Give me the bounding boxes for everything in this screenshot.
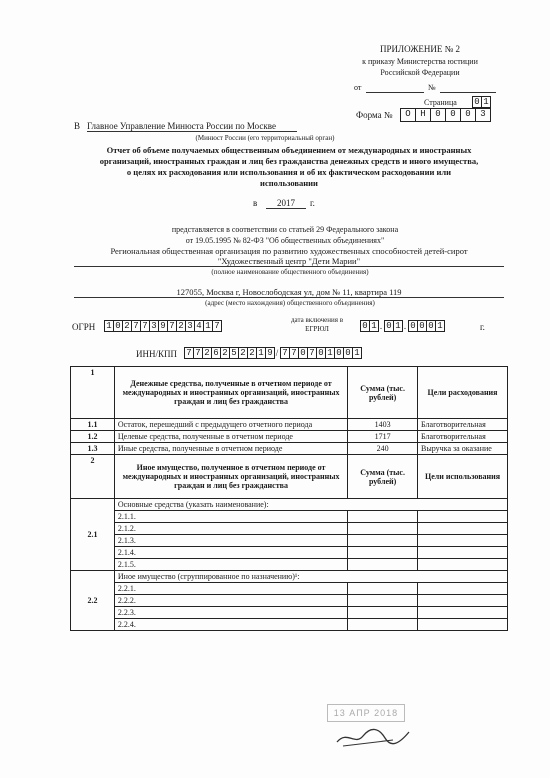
org-name-line-1: Региональная общественная организация по развитию художественных способностей детей-сирот xyxy=(110,246,468,256)
inn-kpp-cells xyxy=(184,347,361,359)
ogrn-digit: 1 xyxy=(104,320,114,332)
row-purpose: Благотворительная xyxy=(418,419,508,431)
legal-line-1: представляется в соответствии со статьей 29 Федерального закона xyxy=(171,225,399,234)
subsection-2-1-title-row xyxy=(71,499,508,511)
table-row xyxy=(71,595,508,607)
kpp-digit: 0 xyxy=(316,347,326,359)
row-sum: 240 xyxy=(348,443,418,455)
date-separator: . xyxy=(403,321,407,331)
row-sum: 1717 xyxy=(348,431,418,443)
date-separator: . xyxy=(379,321,383,331)
table-row xyxy=(71,547,508,559)
ogrn-digit: 7 xyxy=(212,320,222,332)
form-label: Форма № xyxy=(356,110,393,120)
ogrn-digit: 2 xyxy=(176,320,186,332)
item-sum xyxy=(348,583,418,595)
inn-digit: 2 xyxy=(238,347,248,359)
subsection-2-2-title-row xyxy=(71,571,508,583)
table-row xyxy=(71,443,508,455)
section-1-header-row xyxy=(71,367,508,419)
page-digit: 1 xyxy=(481,96,491,108)
item-label: 2.1.1. xyxy=(114,511,347,523)
org-name-line-2: "Художественный центр "Дети Марии" xyxy=(74,256,504,267)
inn-digit: 2 xyxy=(202,347,212,359)
form-code-char: 0 xyxy=(460,108,476,122)
item-label: 2.2.1. xyxy=(114,583,347,595)
table-row xyxy=(71,583,508,595)
item-label: 2.1.4. xyxy=(114,547,347,559)
kpp-digit: 0 xyxy=(298,347,308,359)
item-purpose xyxy=(418,523,508,535)
table-row xyxy=(71,511,508,523)
form-code-char: 3 xyxy=(475,108,491,122)
item-label: 2.1.2. xyxy=(114,523,347,535)
page-digit: 0 xyxy=(472,96,482,108)
from-label: от xyxy=(354,83,362,92)
item-sum xyxy=(348,535,418,547)
kpp-digit: 7 xyxy=(289,347,299,359)
item-label: 2.2.3. xyxy=(114,607,347,619)
subsection-2-1-title: Основные средства (указать наименование): xyxy=(114,499,507,511)
inn-digit: 5 xyxy=(229,347,239,359)
subsection-2-2-title: Иное имущество (сгруппированное по назначению)¹: xyxy=(114,571,507,583)
addressee-prefix: В xyxy=(74,121,81,131)
kpp-digit: 0 xyxy=(343,347,353,359)
date-digit: 1 xyxy=(369,320,379,332)
number-line xyxy=(440,92,496,93)
page-label: Страница xyxy=(424,98,457,107)
ogrn-digit: 7 xyxy=(140,320,150,332)
subsection-2-1-number: 2.1 xyxy=(71,499,115,571)
item-sum xyxy=(348,547,418,559)
item-purpose xyxy=(418,559,508,571)
ogrn-digit: 4 xyxy=(194,320,204,332)
section-1-number: 1 xyxy=(71,367,115,419)
org-address: 127055, Москва г, Новослободская ул, дом № 11, квартира 119 xyxy=(74,287,504,298)
ogrn-digit: 7 xyxy=(167,320,177,332)
date-digit: 0 xyxy=(360,320,370,332)
form-code-char: 0 xyxy=(430,108,446,122)
row-sum: 1403 xyxy=(348,419,418,431)
date-digit: 0 xyxy=(384,320,394,332)
section-1-sum-header: Сумма (тыс. рублей) xyxy=(348,367,418,419)
item-sum xyxy=(348,619,418,631)
item-sum xyxy=(348,511,418,523)
ogrn-digit: 3 xyxy=(185,320,195,332)
ogrn-digit: 3 xyxy=(149,320,159,332)
section-2-sum-header: Сумма (тыс. рублей) xyxy=(348,455,418,499)
item-purpose xyxy=(418,583,508,595)
date-digit: 1 xyxy=(435,320,445,332)
ogrn-cells xyxy=(104,320,221,332)
date-digit: 1 xyxy=(393,320,403,332)
ogrn-digit: 9 xyxy=(158,320,168,332)
inn-digit: 1 xyxy=(256,347,266,359)
inn-kpp-label: ИНН/КПП xyxy=(136,349,178,359)
form-code-char: Н xyxy=(415,108,431,122)
item-purpose xyxy=(418,595,508,607)
table-row xyxy=(71,607,508,619)
ogrn-digit: 7 xyxy=(131,320,141,332)
inn-digit: 9 xyxy=(265,347,275,359)
item-label: 2.1.5. xyxy=(114,559,347,571)
inn-digit: 7 xyxy=(184,347,194,359)
section-2-title: Иное имущество, полученное в отчетном периоде от международных и иностранных организаций, иностранных граждан и лиц без гражданства xyxy=(114,455,347,499)
row-purpose: Выручка за оказание xyxy=(418,443,508,455)
item-label: 2.2.2. xyxy=(114,595,347,607)
item-sum xyxy=(348,523,418,535)
report-table xyxy=(70,366,508,631)
inn-kpp-separator: / xyxy=(275,348,279,358)
addressee-name: Главное Управление Минюста России по Москве xyxy=(87,121,297,132)
table-row xyxy=(71,419,508,431)
ogrn-digit: 1 xyxy=(203,320,213,332)
item-purpose xyxy=(418,535,508,547)
inn-digit: 2 xyxy=(247,347,257,359)
inn-digit: 6 xyxy=(211,347,221,359)
year-suffix: г. xyxy=(310,198,315,208)
legal-line-2: от 19.05.1995 № 82-ФЗ "Об общественных объединениях" xyxy=(185,236,385,245)
table-row xyxy=(71,523,508,535)
received-stamp: 13 АПР 2018 xyxy=(327,704,405,722)
subsection-2-2-number: 2.2 xyxy=(71,571,115,631)
ogrn-label: ОГРН xyxy=(72,322,96,332)
order-line-2: Российской Федерации xyxy=(380,68,460,77)
egrul-date-label-line-1: дата включения в xyxy=(290,316,344,324)
kpp-digit: 7 xyxy=(280,347,290,359)
item-label: 2.2.4. xyxy=(114,619,347,631)
addressee-caption: (Минюст России (его территориальный орган) xyxy=(195,134,335,142)
section-2-header-row xyxy=(71,455,508,499)
table-row xyxy=(71,559,508,571)
from-line xyxy=(366,92,424,93)
title-line-3: о целях их расходования или использования и об их фактическом расходовании или xyxy=(126,167,452,177)
form-code-char: 0 xyxy=(445,108,461,122)
number-label: № xyxy=(428,83,436,92)
inn-digit: 7 xyxy=(193,347,203,359)
inn-digit: 2 xyxy=(220,347,230,359)
table-row xyxy=(71,619,508,631)
item-label: 2.1.3. xyxy=(114,535,347,547)
date-digit: 0 xyxy=(426,320,436,332)
ogrn-digit: 0 xyxy=(113,320,123,332)
row-number: 1.1 xyxy=(71,419,115,431)
item-sum xyxy=(348,607,418,619)
date-suffix: г. xyxy=(480,322,485,332)
form-code-cells xyxy=(400,108,490,122)
item-purpose xyxy=(418,511,508,523)
kpp-digit: 1 xyxy=(325,347,335,359)
row-label: Иные средства, полученные в отчетном периоде xyxy=(114,443,347,455)
ogrn-digit: 2 xyxy=(122,320,132,332)
page-number-cells xyxy=(472,96,490,108)
section-1-title: Денежные средства, полученные в отчетном периоде от международных и иностранных организаций, иностранных граждан и лиц без гражданства xyxy=(114,367,347,419)
year-prefix: в xyxy=(253,198,258,208)
kpp-digit: 0 xyxy=(334,347,344,359)
section-2-purpose-header: Цели использования xyxy=(418,455,508,499)
item-purpose xyxy=(418,607,508,619)
item-sum xyxy=(348,595,418,607)
report-title xyxy=(70,145,508,189)
section-1-purpose-header: Цели расходования xyxy=(418,367,508,419)
date-digit: 0 xyxy=(417,320,427,332)
org-name-caption: (полное наименование общественного объединения) xyxy=(211,268,369,276)
egrul-date-label xyxy=(282,316,352,334)
row-number: 1.2 xyxy=(71,431,115,443)
order-line-1: к приказу Министерства юстиции xyxy=(362,57,478,66)
item-purpose xyxy=(418,547,508,559)
title-line-4: использовании xyxy=(260,178,318,188)
item-purpose xyxy=(418,619,508,631)
kpp-digit: 1 xyxy=(352,347,362,359)
signature xyxy=(333,720,413,750)
table-row xyxy=(71,535,508,547)
row-label: Остаток, перешедший с предыдущего отчетного периода xyxy=(114,419,347,431)
org-address-caption: (адрес (место нахождения) общественного объединения) xyxy=(205,299,375,307)
appendix-title: ПРИЛОЖЕНИЕ № 2 xyxy=(379,44,461,54)
date-digit: 0 xyxy=(408,320,418,332)
egrul-date-label-line-2: ЕГРЮЛ xyxy=(305,325,329,333)
title-line-2: организаций, иностранных граждан и лиц без гражданства денежных средств и иного имущества, xyxy=(99,156,479,166)
row-number: 1.3 xyxy=(71,443,115,455)
report-year: 2017 xyxy=(266,198,306,209)
row-label: Целевые средства, полученные в отчетном периоде xyxy=(114,431,347,443)
kpp-digit: 7 xyxy=(307,347,317,359)
form-code-char: О xyxy=(400,108,416,122)
item-sum xyxy=(348,559,418,571)
section-2-number: 2 xyxy=(71,455,115,499)
table-row xyxy=(71,431,508,443)
title-line-1: Отчет об объеме получаемых общественным объединением от международных и иностранных xyxy=(106,145,472,155)
egrul-date-cells xyxy=(360,320,444,332)
row-purpose: Благотворительная xyxy=(418,431,508,443)
